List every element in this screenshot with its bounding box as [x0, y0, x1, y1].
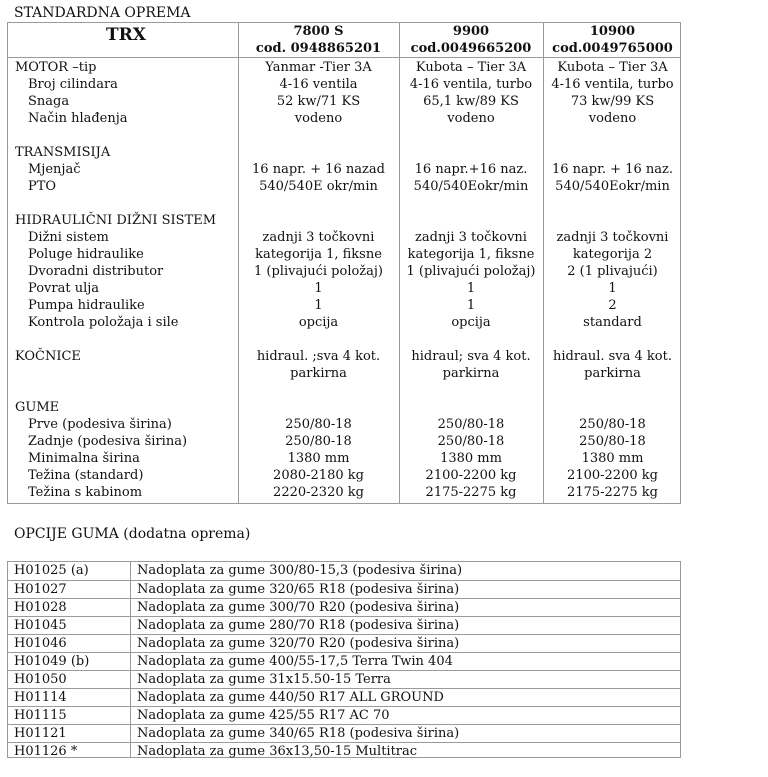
spec-row-value: kategorija 2 — [572, 247, 653, 262]
spec-row-label: Kontrola položaja i sile — [28, 315, 179, 330]
option-code: H01115 — [14, 708, 67, 723]
tyre-options-table — [7, 561, 681, 758]
spec-row-value: 4-16 ventila, turbo — [551, 77, 674, 92]
spec-row-value: standard — [583, 315, 642, 330]
spec-row-value: 2 — [608, 298, 617, 313]
section-value: Kubota – Tier 3A — [557, 60, 668, 75]
option-code: H01050 — [14, 672, 67, 687]
column-header-name: 10900 — [589, 24, 636, 39]
section-value: Yanmar -Tier 3A — [265, 60, 372, 75]
table-row — [8, 724, 680, 743]
spec-row-value: zadnji 3 točkovni — [415, 230, 527, 245]
spec-row-value: 16 napr. + 16 nazad — [252, 162, 385, 177]
spec-row-value: 250/80-18 — [285, 417, 352, 432]
spec-row-value: 52 kw/71 KS — [276, 94, 361, 109]
spec-row-value: 2080-2180 kg — [273, 468, 364, 483]
section-value: hidraul; sva 4 kot. — [411, 349, 531, 364]
table-row — [8, 670, 680, 689]
table-row — [8, 616, 680, 635]
option-description: Nadoplata za gume 440/50 R17 ALL GROUND — [137, 690, 444, 705]
option-code: H01045 — [14, 618, 67, 633]
spec-row-value: 1380 mm — [581, 451, 644, 466]
option-code: H01049 (b) — [14, 654, 90, 669]
option-description: Nadoplata za gume 300/80-15,3 (podesiva širina) — [137, 563, 463, 578]
option-code: H01114 — [14, 690, 67, 705]
table-row — [8, 562, 680, 580]
spec-row-label: Težina s kabinom — [28, 485, 143, 500]
spec-row-value: 250/80-18 — [437, 434, 505, 449]
spec-row-value: 2 (1 plivajući) — [567, 264, 658, 279]
spec-row-value: 250/80-18 — [285, 434, 352, 449]
spec-row-label: Težina (standard) — [28, 468, 144, 483]
column-header-code: cod. 0948865201 — [255, 41, 382, 56]
table-row — [8, 598, 680, 617]
option-description: Nadoplata za gume 340/65 R18 (podesiva širina) — [137, 726, 460, 741]
spec-row-value: 1 — [466, 298, 476, 313]
section-title: MOTOR –tip — [15, 60, 97, 75]
spec-row-label: Minimalna širina — [28, 451, 140, 466]
table-row — [8, 580, 680, 599]
spec-row-value: 1380 mm — [287, 451, 350, 466]
option-code: H01046 — [14, 636, 67, 651]
spec-row-value: 1 — [608, 281, 617, 296]
spec-row-value: 1 — [466, 281, 476, 296]
spec-row-label: Dvoradni distributor — [28, 264, 164, 279]
section-value: Kubota – Tier 3A — [415, 60, 527, 75]
spec-row-label: Poluge hidraulike — [28, 247, 144, 262]
option-description: Nadoplata za gume 36x13,50-15 Multitrac — [137, 744, 418, 759]
spec-row-value: 2100-2200 kg — [567, 468, 658, 483]
spec-row-value: 250/80-18 — [579, 417, 646, 432]
spec-row-label: Prve (podesiva širina) — [28, 417, 172, 432]
spec-row-value: zadnji 3 točkovni — [262, 230, 375, 245]
option-code: H01126 * — [14, 744, 78, 759]
spec-row-value: 4-16 ventila, turbo — [409, 77, 533, 92]
spec-row-value: 16 napr. + 16 naz. — [552, 162, 673, 177]
spec-row-value: kategorija 1, fiksne — [407, 247, 535, 262]
spec-row-value: 65,1 kw/89 KS — [423, 94, 519, 109]
column-header-code: cod.0049765000 — [552, 41, 673, 56]
option-description: Nadoplata za gume 425/55 R17 AC 70 — [137, 708, 390, 723]
section-value: hidraul. sva 4 kot. — [553, 349, 672, 364]
option-code: H01121 — [14, 726, 67, 741]
model-name: TRX — [106, 25, 146, 45]
table-row — [8, 634, 680, 653]
section-title: HIDRAULIČNI DIŽNI SISTEM — [15, 213, 217, 228]
spec-row-value: opcija — [451, 315, 491, 330]
option-description: Nadoplata za gume 31x15.50-15 Terra — [137, 672, 391, 687]
spec-row-label: PTO — [28, 179, 57, 194]
spec-row-value: 1 (plivajući položaj) — [253, 264, 384, 279]
spec-row-value: 2220-2320 kg — [273, 485, 364, 500]
section-value: parkirna — [584, 366, 641, 381]
spec-row-value: zadnji 3 točkovni — [556, 230, 669, 245]
spec-row-value: 540/540Eokr/min — [555, 179, 670, 194]
spec-row-label: Zadnje (podesiva širina) — [28, 434, 188, 449]
table-row — [8, 688, 680, 707]
spec-row-value: 73 kw/99 KS — [570, 94, 655, 109]
column-header-code: cod.0049665200 — [410, 41, 532, 56]
spec-row-label: Pumpa hidraulike — [28, 298, 145, 313]
spec-row-value: vodeno — [294, 111, 343, 126]
section-title: GUME — [15, 400, 60, 415]
option-code: H01025 (a) — [14, 563, 89, 578]
table-row — [8, 742, 680, 761]
section-title: KOČNICE — [15, 349, 81, 364]
spec-row-value: opcija — [298, 315, 339, 330]
table-row — [8, 706, 680, 725]
spec-row-value: 4-16 ventila — [279, 77, 358, 92]
column-header-name: 7800 S — [293, 24, 344, 39]
spec-row-label: Dižni sistem — [28, 230, 109, 245]
option-description: Nadoplata za gume 320/65 R18 (podesiva širina) — [137, 582, 460, 597]
spec-row-label: Broj cilindara — [28, 77, 118, 92]
spec-row-value: 540/540Eokr/min — [413, 179, 529, 194]
spec-row-value: 2175-2275 kg — [567, 485, 658, 500]
spec-row-value: vodeno — [588, 111, 637, 126]
spec-row-label: Povrat ulja — [28, 281, 100, 296]
spec-row-value: kategorija 1, fiksne — [255, 247, 382, 262]
spec-row-value: 2100-2200 kg — [425, 468, 517, 483]
standard-equipment-table — [7, 22, 681, 504]
standard-equipment-heading: STANDARDNA OPREMA — [14, 5, 191, 21]
spec-row-value: 1 (plivajući položaj) — [406, 264, 536, 279]
option-code: H01028 — [14, 600, 67, 615]
spec-row-value: 2175-2275 kg — [425, 485, 517, 500]
table-row — [8, 652, 680, 671]
spec-row-label: Snaga — [28, 94, 70, 109]
spec-row-value: vodeno — [447, 111, 495, 126]
column-header-name: 9900 — [452, 24, 490, 39]
tyre-options-heading: OPCIJE GUMA (dodatna oprema) — [14, 526, 251, 542]
section-title: TRANSMISIJA — [15, 145, 111, 160]
spec-row-value: 16 napr.+16 naz. — [414, 162, 528, 177]
option-code: H01027 — [14, 582, 67, 597]
spec-row-value: 1 — [314, 281, 323, 296]
spec-row-value: 250/80-18 — [437, 417, 505, 432]
section-value: parkirna — [290, 366, 347, 381]
spec-row-value: 1380 mm — [440, 451, 502, 466]
section-value: parkirna — [442, 366, 500, 381]
spec-row-value: 540/540E okr/min — [259, 179, 378, 194]
spec-row-value: 1 — [314, 298, 323, 313]
option-description: Nadoplata za gume 280/70 R18 (podesiva širina) — [137, 618, 460, 633]
option-description: Nadoplata za gume 400/55-17,5 Terra Twin 404 — [137, 654, 453, 669]
spec-row-value: 250/80-18 — [579, 434, 646, 449]
option-description: Nadoplata za gume 300/70 R20 (podesiva širina) — [137, 600, 460, 615]
spec-row-label: Način hlađenja — [28, 111, 128, 126]
spec-row-label: Mjenjač — [28, 162, 81, 177]
option-description: Nadoplata za gume 320/70 R20 (podesiva širina) — [137, 636, 460, 651]
header-divider — [8, 57, 680, 58]
section-value: hidraul. ;sva 4 kot. — [256, 349, 381, 364]
